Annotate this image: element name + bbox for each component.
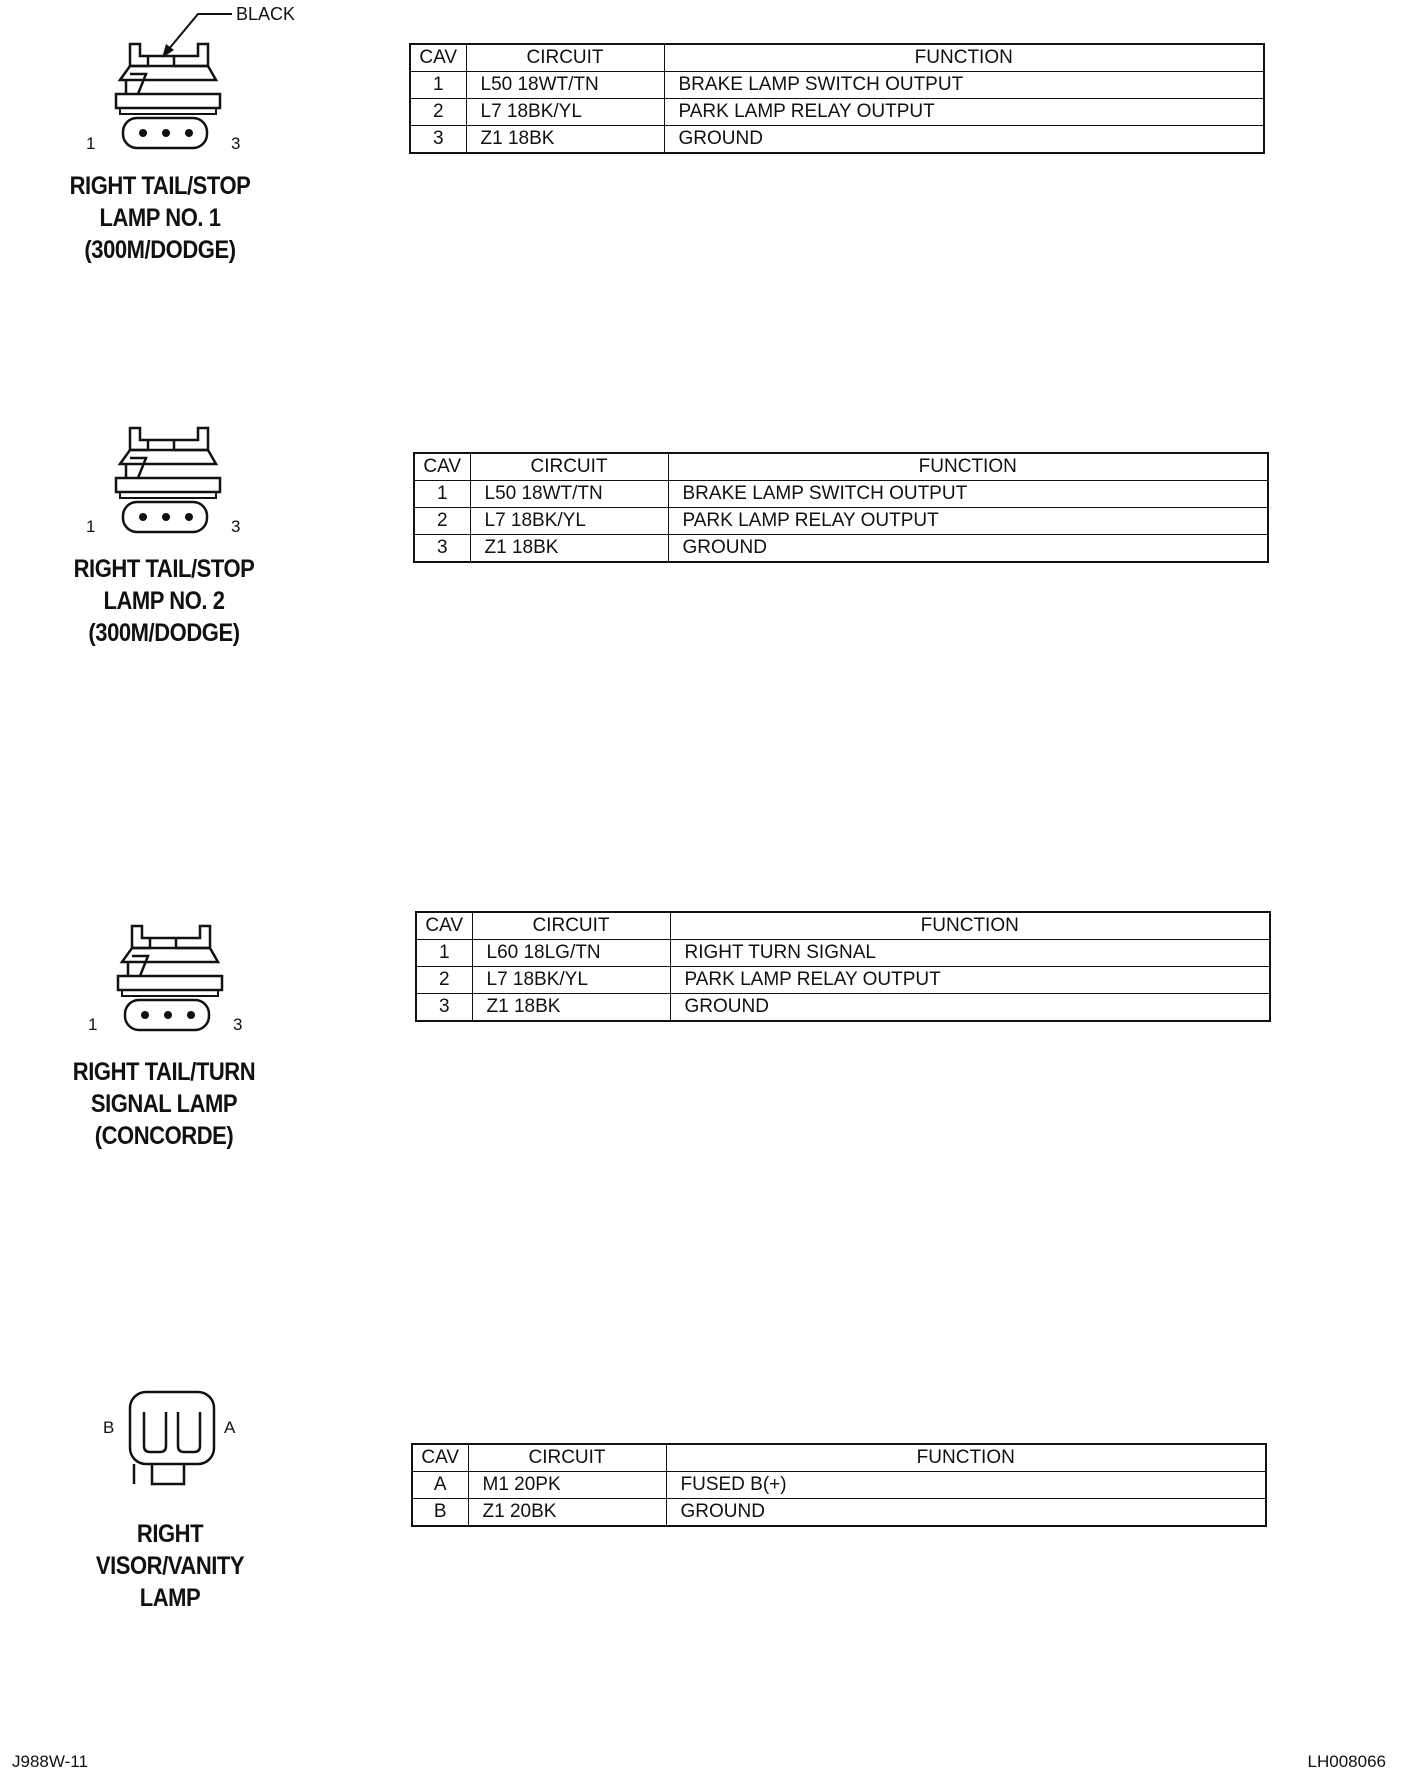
cell-function: GROUND <box>670 994 1270 1022</box>
table-header-row <box>416 912 1270 940</box>
cell-function: FUSED B(+) <box>666 1472 1266 1499</box>
header-function: FUNCTION <box>666 1444 1266 1472</box>
cell-function: BRAKE LAMP SWITCH OUTPUT <box>668 481 1268 508</box>
connector-table-1 <box>409 43 1265 154</box>
cell-cav: B <box>412 1499 468 1527</box>
header-circuit: CIRCUIT <box>468 1444 666 1472</box>
cell-cav: 1 <box>414 481 470 508</box>
cell-cav: 3 <box>414 535 470 563</box>
title-line: VISOR/VANITY <box>95 1552 245 1580</box>
title-line: LAMP NO. 2 <box>103 587 225 615</box>
cell-circuit: L50 18WT/TN <box>466 72 664 99</box>
cell-cav: 1 <box>416 940 472 967</box>
header-circuit: CIRCUIT <box>470 453 668 481</box>
figure-id-left: J988W-11 <box>12 1752 88 1771</box>
connector-title-1 <box>54 170 265 266</box>
title-line: SIGNAL LAMP <box>90 1090 238 1118</box>
tail-stop-connector-2-icon <box>90 420 250 550</box>
header-cav: CAV <box>414 453 470 481</box>
connector-table-2 <box>413 452 1269 563</box>
pin-label-left: 1 <box>86 517 96 536</box>
cell-circuit: Z1 20BK <box>468 1499 666 1527</box>
pin-label-left: 1 <box>86 134 96 153</box>
pin-label-right: 3 <box>231 134 241 153</box>
cell-circuit: Z1 18BK <box>472 994 670 1022</box>
connector-title-3 <box>58 1056 269 1152</box>
cell-cav: 2 <box>414 508 470 535</box>
table-row <box>416 940 1270 967</box>
table-row <box>414 508 1268 535</box>
tail-turn-connector-icon <box>92 918 252 1048</box>
table-header-row <box>412 1444 1266 1472</box>
cell-cav: 2 <box>416 967 472 994</box>
title-line: (CONCORDE) <box>94 1122 234 1150</box>
black-callout-label: BLACK <box>236 4 296 24</box>
pin-label-right: 3 <box>231 517 241 536</box>
title-line: RIGHT <box>136 1520 204 1548</box>
header-function: FUNCTION <box>668 453 1268 481</box>
cell-function: GROUND <box>668 535 1268 563</box>
connector-title-2 <box>58 553 269 649</box>
cell-function: PARK LAMP RELAY OUTPUT <box>668 508 1268 535</box>
cell-function: BRAKE LAMP SWITCH OUTPUT <box>664 72 1264 99</box>
cell-circuit: L7 18BK/YL <box>472 967 670 994</box>
cell-cav: 1 <box>410 72 466 99</box>
header-function: FUNCTION <box>670 912 1270 940</box>
title-line: RIGHT TAIL/TURN <box>72 1058 256 1086</box>
table-row <box>412 1499 1266 1527</box>
cell-cav: 3 <box>410 126 466 154</box>
header-circuit: CIRCUIT <box>472 912 670 940</box>
connector-table-3 <box>415 911 1271 1022</box>
table-row <box>410 126 1264 154</box>
table-row <box>410 99 1264 126</box>
header-function: FUNCTION <box>664 44 1264 72</box>
cell-function: PARK LAMP RELAY OUTPUT <box>664 99 1264 126</box>
pin-label-right: 3 <box>233 1015 243 1034</box>
table-row <box>416 967 1270 994</box>
title-line: (300M/DODGE) <box>88 619 240 647</box>
table-header-row <box>414 453 1268 481</box>
cell-cav: 3 <box>416 994 472 1022</box>
header-cav: CAV <box>410 44 466 72</box>
title-line: (300M/DODGE) <box>84 236 236 264</box>
cell-function: RIGHT TURN SIGNAL <box>670 940 1270 967</box>
header-cav: CAV <box>412 1444 468 1472</box>
cell-circuit: M1 20PK <box>468 1472 666 1499</box>
table-row <box>412 1472 1266 1499</box>
cell-circuit: L7 18BK/YL <box>466 99 664 126</box>
pin-label-a: A <box>224 1418 236 1437</box>
pin-label-b: B <box>103 1418 115 1437</box>
table-row <box>414 535 1268 563</box>
table-row <box>414 481 1268 508</box>
cell-circuit: L50 18WT/TN <box>470 481 668 508</box>
cell-circuit: Z1 18BK <box>470 535 668 563</box>
cell-circuit: Z1 18BK <box>466 126 664 154</box>
header-cav: CAV <box>416 912 472 940</box>
cell-function: GROUND <box>664 126 1264 154</box>
title-line: RIGHT TAIL/STOP <box>73 555 255 583</box>
table-row <box>416 994 1270 1022</box>
cell-cav: A <box>412 1472 468 1499</box>
cell-circuit: L60 18LG/TN <box>472 940 670 967</box>
header-circuit: CIRCUIT <box>466 44 664 72</box>
table-header-row <box>410 44 1264 72</box>
table-row <box>410 72 1264 99</box>
connector-title-4 <box>64 1518 275 1614</box>
cell-function: PARK LAMP RELAY OUTPUT <box>670 967 1270 994</box>
figure-id-right: LH008066 <box>1307 1752 1386 1771</box>
cell-function: GROUND <box>666 1499 1266 1527</box>
cell-cav: 2 <box>410 99 466 126</box>
connector-table-4 <box>411 1443 1267 1527</box>
pin-label-left: 1 <box>88 1015 98 1034</box>
title-line: LAMP NO. 1 <box>99 204 221 232</box>
tail-stop-connector-1-icon <box>90 0 250 160</box>
visor-vanity-connector-icon <box>120 1388 230 1498</box>
cell-circuit: L7 18BK/YL <box>470 508 668 535</box>
title-line: LAMP <box>139 1584 201 1612</box>
title-line: RIGHT TAIL/STOP <box>69 172 251 200</box>
